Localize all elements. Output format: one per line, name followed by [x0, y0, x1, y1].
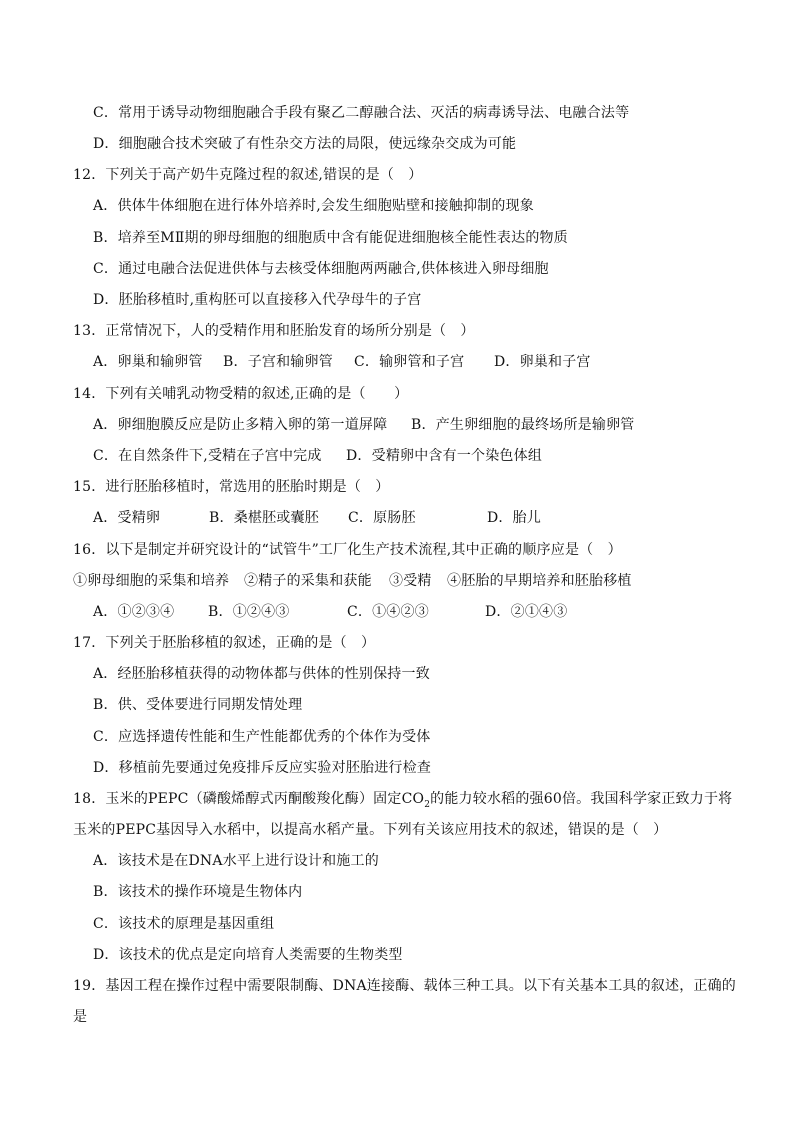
- q18-subscript: 2: [424, 799, 431, 810]
- q11-option-d: D．细胞融合技术突破了有性杂交方法的局限，使远缘杂交成为可能: [93, 136, 517, 152]
- q16-step-2: ②精子的采集和获能: [244, 573, 372, 589]
- q14-options-ab: [93, 415, 635, 435]
- question-19-line-1: 19．基因工程在操作过程中需要限制酶、DNA连接酶、载体三种工具。以下有关基本工具的叙述，正确的: [73, 978, 736, 994]
- q13-option-d: D．卵巢和子宫: [494, 354, 591, 370]
- q12-option-b: B．培养至MⅡ期的卵母细胞的细胞质中含有能促进细胞核全能性表达的物质: [93, 230, 568, 246]
- q17-option-b: B．供、受体要进行同期发情处理: [93, 697, 303, 713]
- q16-option-d: D．②①④③: [485, 604, 568, 620]
- q18-option-b: B．该技术的操作环境是生物体内: [93, 884, 303, 900]
- question-15: 15．进行胚胎移植时，常选用的胚胎时期是（ ）: [73, 479, 390, 495]
- q12-option-a: A．供体牛体细胞在进行体外培养时,会发生细胞贴壁和接触抑制的现象: [93, 198, 534, 214]
- q14-option-d: D．受精卵中含有一个染色体组: [346, 448, 543, 464]
- q18-option-d: D．该技术的优点是定向培育人类需要的生物类型: [93, 947, 403, 963]
- q16-step-1: ①卵母细胞的采集和培养: [73, 573, 230, 589]
- question-16: 16．以下是制定并研究设计的“试管牛”工厂化生产技术流程,其中正确的顺序应是（ ）: [73, 542, 622, 558]
- q16-step-3: ③受精: [389, 573, 432, 589]
- question-13: 13．正常情况下，人的受精作用和胚胎发育的场所分别是（ ）: [73, 323, 475, 339]
- q17-option-a: A．经胚胎移植获得的动物体都与供体的性别保持一致: [93, 666, 430, 682]
- q15-option-b: B．桑椹胚或囊胚: [209, 510, 319, 526]
- q16-option-c: C．①④②③: [347, 604, 429, 620]
- q17-option-d: D．移植前先要通过免疫排斥反应实验对胚胎进行检查: [93, 760, 432, 776]
- question-18-line-1: [73, 789, 732, 815]
- question-19-line-2: 是: [73, 1009, 88, 1025]
- q13-options: [93, 352, 591, 372]
- q16-steps: [73, 571, 632, 591]
- q16-option-b: B．①②④③: [208, 604, 290, 620]
- q15-option-c: C．原肠胚: [348, 510, 416, 526]
- q14-option-b: B．产生卵细胞的最终场所是输卵管: [411, 417, 635, 433]
- q18-option-c: C．该技术的原理是基因重组: [93, 916, 275, 932]
- question-18-line-2: 玉米的PEPC基因导入水稻中，以提高水稻产量。下列有关该应用技术的叙述，错误的是（ ）: [73, 822, 668, 838]
- q13-option-c: C．输卵管和子宫: [354, 354, 465, 370]
- question-17: 17．下列关于胚胎移植的叙述，正确的是（ ）: [73, 635, 376, 651]
- q18-option-a: A．该技术是在DNA水平上进行设计和施工的: [93, 853, 379, 869]
- q18-text-post: 的能力较水稻的强60倍。我国科学家正致力于将: [430, 791, 733, 807]
- q16-step-4: ④胚胎的早期培养和胚胎移植: [447, 573, 632, 589]
- q18-text-pre: 18．玉米的PEPC（磷酸烯醇式丙酮酸羧化酶）固定CO: [73, 791, 425, 807]
- q15-option-d: D．胎儿: [487, 510, 542, 526]
- q14-options-cd: [93, 446, 542, 466]
- q12-option-d: D．胚胎移植时,重构胚可以直接移入代孕母牛的子宫: [93, 292, 422, 308]
- q17-option-c: C．应选择遗传性能和生产性能都优秀的个体作为受体: [93, 729, 431, 745]
- q13-option-b: B．子宫和输卵管: [223, 354, 333, 370]
- q11-option-c: C．常用于诱导动物细胞融合手段有聚乙二醇融合法、灭活的病毒诱导法、电融合法等: [93, 105, 630, 121]
- q15-option-a: A．受精卵: [93, 510, 161, 526]
- q13-option-a: A．卵巢和输卵管: [93, 354, 203, 370]
- q14-option-a: A．卵细胞膜反应是防止多精入卵的第一道屏障: [93, 417, 388, 433]
- q16-options: [93, 602, 567, 622]
- question-12: 12．下列关于高产奶牛克隆过程的叙述,错误的是（ ）: [73, 167, 423, 183]
- q14-option-c: C．在自然条件下,受精在子宫中完成: [93, 448, 322, 464]
- q16-option-a: A．①②③④: [93, 604, 175, 620]
- question-14: 14．下列有关哺乳动物受精的叙述,正确的是（ ）: [73, 386, 409, 402]
- q12-option-c: C．通过电融合法促进供体与去核受体细胞两两融合,供体核进入卵母细胞: [93, 261, 549, 277]
- q15-options: [93, 508, 541, 528]
